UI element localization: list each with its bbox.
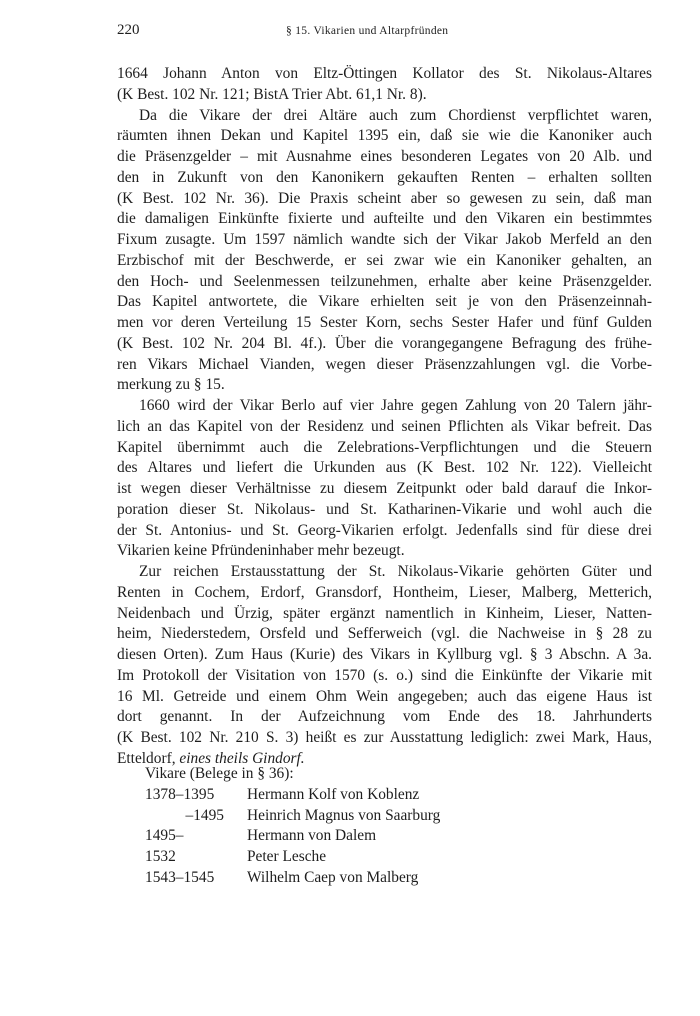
final-italic-quote: eines theils Gindorf. xyxy=(179,749,305,767)
text-line: den in Zukunft von den Kanonikern gekauften Renten – erhalten sollten xyxy=(117,168,652,186)
text-line: 1664 Johann Anton von Eltz-Öttingen Kollator des St. Nikolaus-Altares xyxy=(117,65,652,82)
vicar-name: Heinrich Magnus von Saarburg xyxy=(247,806,441,824)
vicar-years: 1543–1545 xyxy=(145,868,215,886)
text-line: Da die Vikare der drei Altäre auch zum Chordienst verpflichtet waren, xyxy=(139,106,652,124)
vicar-entry xyxy=(145,826,565,847)
vicar-list-heading-text: Vikare (Belege in § 36): xyxy=(145,765,294,782)
text-line: Im Protokoll der Visitation von 1570 (s. o.) sind die Einkünfte der Vikarie mit xyxy=(117,666,652,684)
text-line: Neidenbach und Ürzig, später ergänzt namentlich in Kinheim, Lieser, Natten- xyxy=(117,604,652,622)
text-line: (K Best. 102 Nr. 210 S. 3) heißt es zur Ausstattung lediglich: zwei Mark, Haus, xyxy=(117,729,652,746)
text-line: heim, Niederstedem, Orsfeld und Sefferweich (vgl. die Nachweise in § 28 zu xyxy=(117,625,652,643)
vicar-years: 1378–1395 xyxy=(145,785,215,803)
text-line: ren Vikars Michael Vianden, wegen dieser Präsenzzahlungen vgl. die Vorbe- xyxy=(117,355,652,373)
vicar-name: Peter Lesche xyxy=(247,848,327,865)
vicar-years: 1532 xyxy=(145,848,176,865)
text-line: dort genannt. In der Aufzeichnung vom Ende des 18. Jahrhunderts xyxy=(117,708,652,726)
text-line: räumten ihnen Dekan und Kapitel 1395 ein, daß sie wie die Kanoniker auch xyxy=(117,127,652,145)
page-number: 220 xyxy=(117,22,140,38)
page-header xyxy=(117,22,597,44)
text-line: merkung zu § 15. xyxy=(117,376,225,394)
text-line: poration dieser St. Nikolaus- und St. Katharinen-Vikarie und wohl auch die xyxy=(117,500,652,518)
vicar-name: Wilhelm Caep von Malberg xyxy=(247,868,419,886)
text-line: Renten in Cochem, Erdorf, Gransdorf, Hontheim, Lieser, Malberg, Metterich, xyxy=(117,583,652,601)
vicar-entry xyxy=(145,785,565,806)
vicar-list xyxy=(145,764,565,889)
text-line: ist wegen dieser Verhältnisse zu diesem Zeitpunkt oder bald darauf die Inkor- xyxy=(117,480,652,497)
vicar-name: Hermann von Dalem xyxy=(247,827,377,845)
vicar-entry xyxy=(145,847,565,868)
text-line: (K Best. 102 Nr. 121; BistA Trier Abt. 61,1 Nr. 8). xyxy=(117,85,427,103)
text-line: Kapitel übernimmt auch die Zelebrations-Verpflichtungen und die Steuern xyxy=(117,438,652,456)
final-plain-text: Etteldorf, xyxy=(117,749,180,767)
text-line: der St. Antonius- und St. Georg-Vikarien erfolgt. Jedenfalls sind für diese drei xyxy=(117,521,652,539)
text-line: die damaligen Einkünfte fixierte und aufteilte und den Vikaren ein bestimmtes xyxy=(117,210,652,228)
paragraph xyxy=(117,64,652,106)
vicar-name: Hermann Kolf von Koblenz xyxy=(247,785,420,803)
running-head: § 15. Vikarien und Altarpfründen xyxy=(286,25,449,37)
text-line: den Hoch- und Seelenmessen teilzunehmen, erhalte aber keine Präsenzgelder. xyxy=(117,272,652,290)
vicar-list-heading xyxy=(145,764,565,785)
text-line: lich an das Kapitel von der Residenz und seinen Pflichten als Vikar befreit. Das xyxy=(117,417,652,435)
text-line: diesen Orten). Zum Haus (Kurie) des Vikars in Kyllburg vgl. § 3 Abschn. A 3a. xyxy=(117,646,652,663)
vicar-entry xyxy=(145,868,565,889)
paragraph xyxy=(117,106,652,397)
text-line: Fixum zusagte. Um 1597 nämlich wandte sich der Vikar Jakob Merfeld an den xyxy=(117,231,652,248)
text-line: Das Kapitel antwortete, die Vikare erhielten seit je von den Präsenzeinnah- xyxy=(117,293,652,311)
vicar-years: 1495– xyxy=(145,827,184,845)
text-line: (K Best. 102 Nr. 204 Bl. 4f.). Über die vorangegangene Befragung des frühe- xyxy=(117,334,652,352)
text-line: die Präsenzgelder – mit Ausnahme eines besonderen Legates von 20 Alb. und xyxy=(117,148,652,165)
text-line: 16 Ml. Getreide und einem Ohm Wein angegeben; auch das eigene Haus ist xyxy=(117,687,652,705)
text-line: 1660 wird der Vikar Berlo auf vier Jahre gegen Zahlung von 20 Talern jähr- xyxy=(139,397,652,414)
text-line: des Altares und liefert die Urkunden aus (K Best. 102 Nr. 122). Vielleicht xyxy=(117,459,652,477)
body-text xyxy=(117,64,652,770)
text-line: (K Best. 102 Nr. 36). Die Praxis scheint aber so gewesen zu sein, daß man xyxy=(117,189,652,207)
paragraph xyxy=(117,562,652,770)
paragraph xyxy=(117,396,652,562)
vicar-years: –1495 xyxy=(185,806,224,824)
text-line: men vor deren Verteilung 15 Sester Korn, sechs Sester Hafer und fünf Gulden xyxy=(117,314,652,331)
text-line: Erzbischof mit der Beschwerde, er sei zwar wie ein Kanoniker gehalten, an xyxy=(117,251,652,269)
vicar-entry xyxy=(145,806,565,827)
text-line: Vikarien keine Pfründeninhaber mehr bezeugt. xyxy=(117,542,405,560)
text-line: Zur reichen Erstausstattung der St. Nikolaus-Vikarie gehörten Güter und xyxy=(139,563,652,580)
